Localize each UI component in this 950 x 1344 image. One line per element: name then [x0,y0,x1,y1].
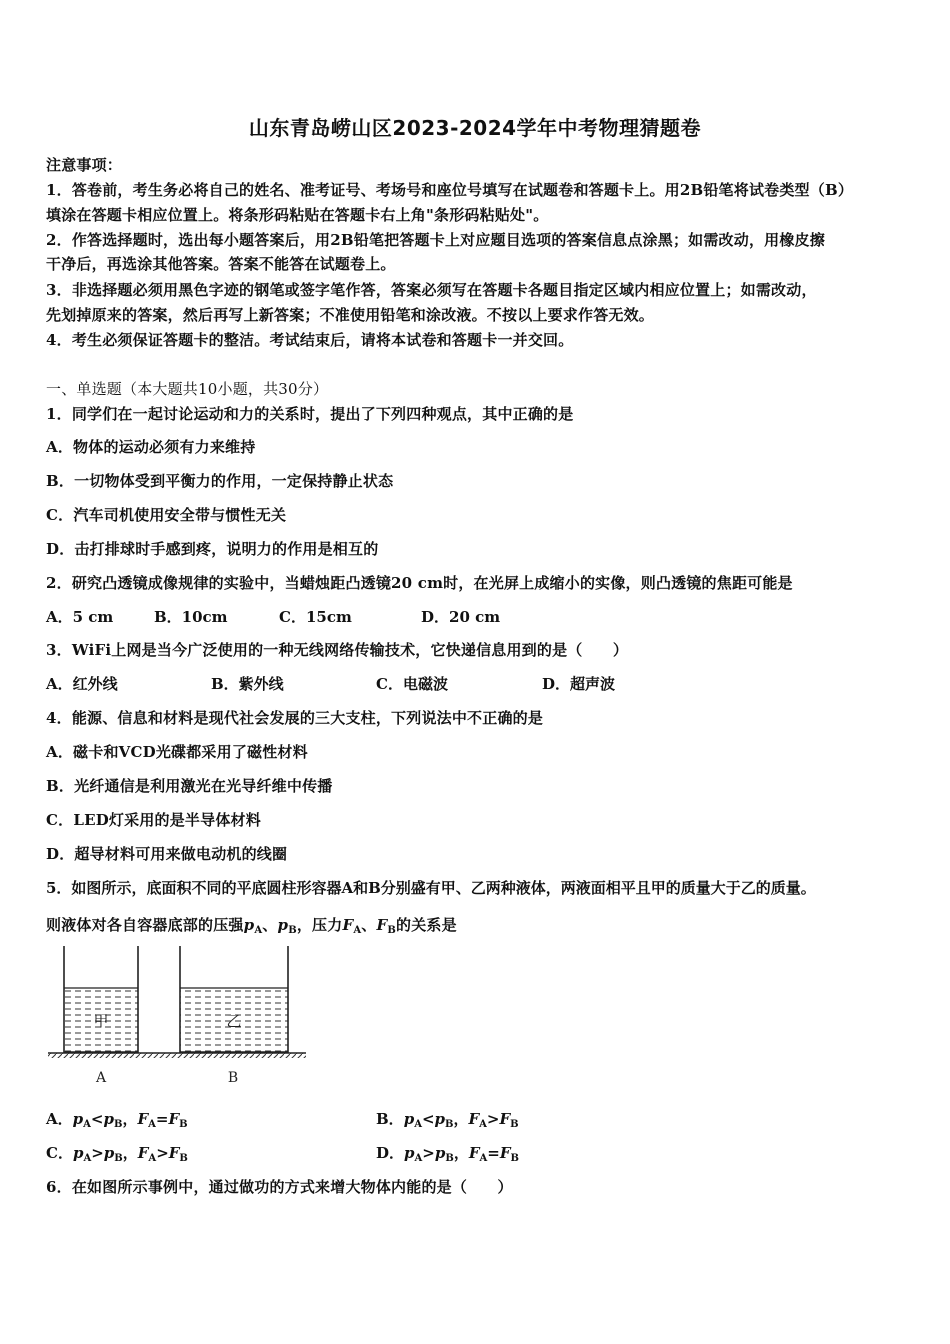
containers-figure [44,940,314,1094]
option-a-force-relation: = [155,1110,169,1128]
question-5-option-d: D．pA>pB，FA=FB [376,1144,519,1164]
question-2-options [46,606,500,627]
container-a-label: A [95,1070,107,1086]
question-2-stem: 2．研究凸透镜成像规律的实验中，当蜡烛距凸透镜20 cm时，在光屏上成缩小的实像，则凸透镜的焦距可能是 [46,574,793,592]
question-5-stem-continued: 则液体对各自容器底部的压强$p_A$、$p_B$，压力$F_A$、$F_B$的关系是 [46,916,457,936]
question-3-option-b: B．紫外线 [211,675,284,693]
option-d-pressure-relation: > [422,1144,435,1162]
section-heading: 一、单选题（本大题共10小题，共30分） [46,380,329,398]
question-1-option-d: D．击打排球时手感到疼，说明力的作用是相互的 [46,540,379,558]
container-b-label: B [227,1070,239,1086]
question-3-option-a: A．红外线 [46,675,118,693]
option-c-pressure-relation: > [91,1144,104,1162]
question-4-option-b: B．光纤通信是利用激光在光导纤维中传播 [46,777,333,795]
notice-line: 先划掉原来的答案，然后再写上新答案；不准使用铅笔和涂改液。不按以上要求作答无效。 [46,306,655,324]
question-4-option-d: D．超导材料可用来做电动机的线圈 [46,845,288,863]
notice-heading: 注意事项： [46,156,123,174]
option-d-force-relation: = [487,1144,500,1162]
question-1-option-b: B．一切物体受到平衡力的作用，一定保持静止状态 [46,472,394,490]
question-1-option-a: A．物体的运动必须有力来维持 [46,438,256,456]
question-5-option-a: A．pA<pB，FA=FB [46,1110,188,1130]
question-5-stem: 5．如图所示，底面积不同的平底圆柱形容器A和B分别盛有甲、乙两种液体，两液面相平且甲的质量大于乙的质量。 [46,879,816,897]
question-4-option-a: A．磁卡和VCD光碟都采用了磁性材料 [46,743,308,761]
liquid-b-label: 乙 [226,1012,242,1030]
option-a-pressure-relation: < [90,1110,104,1128]
question-2-option-c: C．15cm [279,608,352,626]
containers-diagram [44,940,314,1090]
question-3-options [46,673,615,694]
question-1-option-c: C．汽车司机使用安全带与惯性无关 [46,506,287,524]
option-c-force-relation: > [156,1144,169,1162]
question-5-stem-prefix: 则液体对各自容器底部的压强 [46,916,244,934]
question-4-option-c: C．LED灯采用的是半导体材料 [46,811,261,829]
page-title: 山东青岛崂山区2023-2024学年中考物理猜题卷 [248,116,702,140]
notice-line: 干净后，再选涂其他答案。答案不能答在试题卷上。 [46,255,396,273]
liquid-a-label: 甲 [93,1012,109,1030]
question-5-option-b: B．pA<pB，FA>FB [376,1110,519,1130]
question-3-option-c: C．电磁波 [376,675,448,693]
question-1-stem: 1．同学们在一起讨论运动和力的关系时，提出了下列四种观点，其中正确的是 [46,405,574,423]
question-2-option-d: D．20 cm [421,608,501,626]
question-6-stem: 6．在如图所示事例中，通过做功的方式来增大物体内能的是（ ） [46,1178,513,1196]
question-3-stem: 3．WiFi上网是当今广泛使用的一种无线网络传输技术，它快递信息用到的是（ ） [46,641,629,659]
question-2-option-a: A．5 cm [46,608,114,626]
question-4-stem: 4．能源、信息和材料是现代社会发展的三大支柱，下列说法中不正确的是 [46,709,544,727]
question-5-stem-suffix: 的关系是 [396,916,457,934]
option-b-pressure-relation: < [421,1110,435,1128]
notice-line: 1．答卷前，考生务必将自己的姓名、准考证号、考场号和座位号填写在试题卷和答题卡上。用2B铅笔将试卷类型（B） [46,181,854,199]
question-3-option-d: D．超声波 [542,675,616,693]
notice-line: 填涂在答题卡相应位置上。将条形码粘贴在答题卡右上角"条形码粘贴处"。 [46,206,549,224]
question-5-option-c: C．pA>pB，FA>FB [46,1144,188,1164]
notice-line: 2．作答选择题时，选出每小题答案后，用2B铅笔把答题卡上对应题目选项的答案信息点涂黑；如需改动，用橡皮擦 [46,231,825,249]
question-2-option-b: B．10cm [154,608,228,626]
notice-line: 3．非选择题必须用黑色字迹的钢笔或签字笔作答，答案必须写在答题卡各题目指定区域内相应位置上；如需改动， [46,281,817,299]
notice-line: 4．考生必须保证答题卡的整洁。考试结束后，请将本试卷和答题卡一并交回。 [46,331,574,349]
option-b-force-relation: > [486,1110,500,1128]
